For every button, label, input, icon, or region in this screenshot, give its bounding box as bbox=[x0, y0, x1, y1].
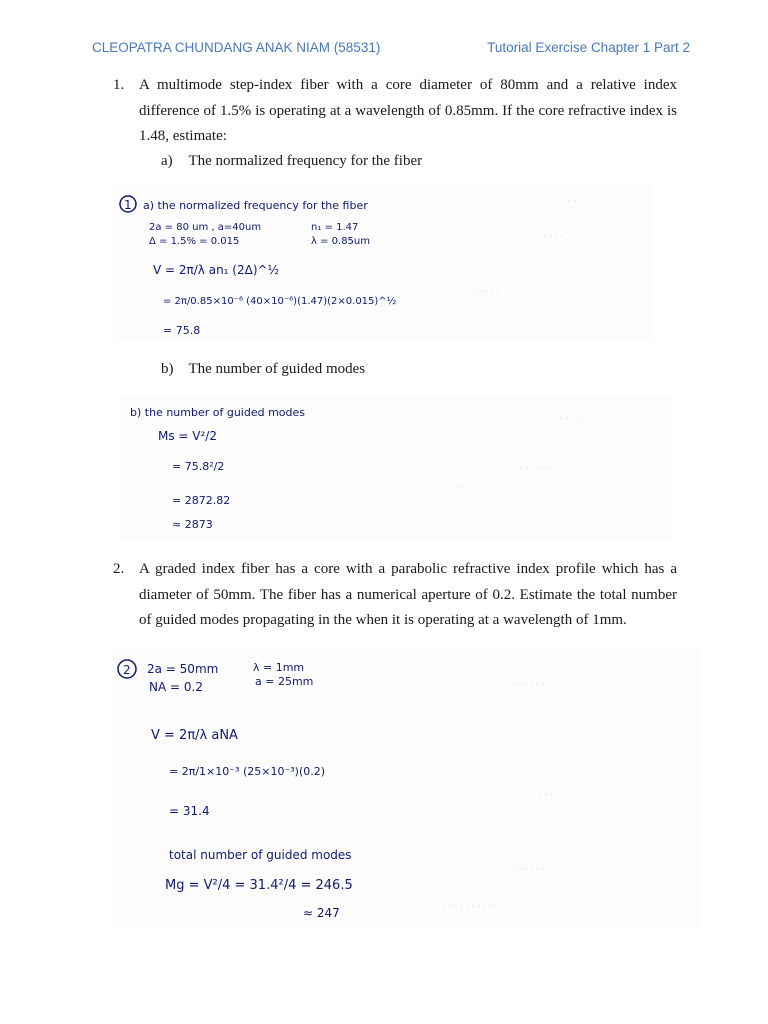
result: = 2872.82 bbox=[172, 494, 231, 507]
part-label: a) bbox=[161, 153, 173, 169]
question-1a bbox=[161, 150, 422, 172]
formula-mg: Mg = V²/4 = 31.4²/4 = 246.5 bbox=[165, 878, 353, 893]
handwritten-answer-1b bbox=[120, 396, 672, 542]
formula-ms: Ms = V²/2 bbox=[158, 429, 217, 443]
svg-text:· · · · · ·: · · · · · · bbox=[513, 680, 545, 690]
given-na: NA = 0.2 bbox=[149, 680, 203, 694]
svg-text:· · · ·: · · · · bbox=[533, 790, 554, 800]
part-text: The normalized frequency for the fiber bbox=[188, 153, 423, 169]
svg-text:· · · · · · · · · ·: · · · · · · · · · · bbox=[443, 902, 498, 912]
svg-text:· · · · · · ·: · · · · · · · bbox=[513, 865, 551, 875]
given-wavelength: λ = 1mm bbox=[253, 661, 305, 674]
question-text: A multimode step-index fiber with a core diameter of 80mm and a relative index difference of 1.5% is operating at a wavelength of 0.85mm. If the core refractive index is 1.48, estimate: bbox=[139, 77, 677, 144]
question-text: A graded index fiber has a core with a parabolic refractive index profile which has a diameter of 50mm. The fiber has a numerical aperture of 0.2. Estimate the total number of guided modes propagating in the when it is operating at a wavelength of 1mm. bbox=[139, 561, 677, 628]
circled-number: 1 bbox=[124, 198, 132, 212]
question-number: 2. bbox=[113, 561, 125, 577]
svg-text:· · · ·: · · · · bbox=[560, 414, 581, 424]
svg-text:· · · · · · ·: · · · · · · · bbox=[450, 484, 488, 494]
part-label: b) bbox=[161, 361, 174, 377]
question-1 bbox=[113, 73, 677, 150]
given-core-diameter: 2a = 50mm bbox=[147, 662, 219, 676]
svg-text:· · · · ·: · · · · · bbox=[553, 660, 579, 670]
svg-text:· · · · · ·: · · · · · · bbox=[520, 464, 552, 474]
substitution: = 75.8²/2 bbox=[172, 460, 225, 473]
circled-number: 2 bbox=[123, 663, 131, 677]
svg-text:· · · · ·: · · · · · bbox=[473, 287, 499, 297]
given-core-diameter: 2a = 80 um , a=40um bbox=[149, 222, 262, 233]
question-number: 1. bbox=[113, 77, 125, 93]
part-text: The number of guided modes bbox=[188, 361, 366, 377]
formula-v: V = 2π/λ aNA bbox=[151, 728, 238, 743]
approximation: ≈ 2873 bbox=[172, 518, 213, 531]
answer-heading: b) the number of guided modes bbox=[130, 406, 306, 419]
page-header bbox=[92, 40, 690, 55]
given-radius: a = 25mm bbox=[255, 675, 314, 688]
substitution: = 2π/0.85×10⁻⁶ (40×10⁻⁶)(1.47)(2×0.015)^½ bbox=[163, 296, 397, 307]
substitution: = 2π/1×10⁻³ (25×10⁻³)(0.2) bbox=[169, 765, 326, 778]
answer-heading: a) the normalized frequency for the fiber bbox=[143, 199, 368, 212]
question-2 bbox=[113, 557, 677, 634]
document-title: Tutorial Exercise Chapter 1 Part 2 bbox=[487, 40, 690, 55]
answer-heading: total number of guided modes bbox=[169, 848, 352, 862]
handwritten-answer-2 bbox=[113, 647, 700, 927]
result: = 75.8 bbox=[163, 324, 201, 337]
given-index: n₁ = 1.47 bbox=[311, 222, 359, 233]
given-delta: Δ = 1.5% = 0.015 bbox=[149, 236, 240, 247]
handwritten-answer-1a bbox=[113, 184, 653, 342]
question-1b bbox=[161, 358, 365, 380]
author-name: CLEOPATRA CHUNDANG ANAK NIAM (58531) bbox=[92, 40, 381, 55]
svg-text:· · ·: · · · bbox=[568, 197, 583, 207]
result: = 31.4 bbox=[169, 804, 210, 818]
given-wavelength: λ = 0.85um bbox=[311, 236, 370, 247]
svg-text:· · · ·: · · · · bbox=[543, 232, 564, 242]
formula-v: V = 2π/λ an₁ (2Δ)^½ bbox=[153, 263, 280, 277]
approximation: ≈ 247 bbox=[303, 906, 340, 920]
